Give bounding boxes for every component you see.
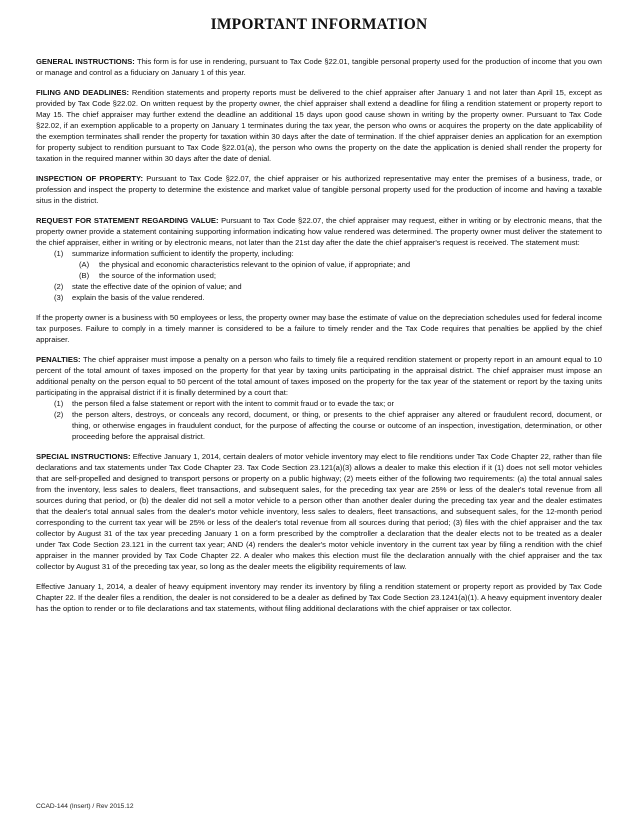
request-item-1	[36, 248, 602, 259]
request-subitem-text: the physical and economic characteristics relevant to the opinion of value, if appropriate; and	[99, 260, 411, 269]
request-subitem-text: the source of the information used;	[99, 271, 216, 280]
penalties-item-text: the person filed a false statement or report with the intent to commit fraud or to evade the tax; or	[72, 399, 395, 408]
request-item-text: state the effective date of the opinion of value; and	[72, 282, 242, 291]
general-instructions-section	[36, 56, 602, 78]
filing-deadlines-label: FILING AND DEADLINES:	[36, 88, 130, 97]
document-page	[36, 0, 602, 614]
request-item-number: (1)	[54, 249, 64, 258]
special-instructions-label: SPECIAL INSTRUCTIONS:	[36, 452, 131, 461]
request-subitem-letter: (B)	[79, 271, 90, 280]
filing-deadlines-section	[36, 87, 602, 164]
page-title: IMPORTANT INFORMATION	[210, 16, 428, 33]
form-revision-footer: CCAD-144 (Insert) / Rev 2015.12	[36, 803, 134, 810]
request-subitem-a	[36, 259, 602, 270]
filing-deadlines-text: Rendition statements and property reports must be delivered to the chief appraiser after January 1 and not later than April 15, except as provided by Tax Code §22.02. On written request by the property owner, the chief appraiser shall extend a deadline for filing a rendition statement or property report to May 15. The chief appraiser may further extend the deadline an additional 15 days upon good cause shown in writing by the property owner. Pursuant to Tax Code §22.02, if an exemption applicable to a property on January 1 terminates during the tax year, the person who owns or acquires the property on the date applicability of the exemption terminates shall render the property for taxation within 30 days after the date of termination. If the chief appraiser denies an application for an exemption for property subject to rendition pursuant to Tax Code §22.01(a), the person who owns the property on the date the application is denied shall render the property for taxation in the required manner within 30 days after the date of denial.	[36, 88, 602, 163]
penalties-item-2	[36, 409, 602, 442]
request-statement-section	[36, 215, 602, 248]
penalties-text: The chief appraiser must impose a penalty on a person who fails to timely file a required rendition statement or property report in an amount equal to 10 percent of the total amount of taxes imposed on the property for that year by taxing units participating in the appraisal district. The chief appraiser must impose an additional penalty on the person equal to 50 percent of the total amount of taxes imposed on the property for the tax year of the statement or report by the taxing units participating in the appraisal district if it is finally determined by a court that:	[36, 355, 602, 397]
penalties-item-number: (2)	[54, 410, 64, 419]
special-instructions-section	[36, 451, 602, 572]
penalties-label: PENALTIES:	[36, 355, 81, 364]
request-statement-text: Pursuant to Tax Code §22.07, the chief appraiser may request, either in writing or by electronic means, that the property owner provide a statement containing supporting information indicating how value rendered was determined. The property owner must deliver the statement to the chief appraiser, either in writing or by electronic means, not later than the 21st day after the date the chief appraiser's request is received. The statement must:	[36, 216, 602, 247]
request-followup-paragraph: If the property owner is a business with 50 employees or less, the property owner may base the estimate of value on the depreciation schedules used for federal income tax purposes. Failure to comply in a timely manner is considered to be a failure to timely render and the Tax Code requires that penalties be applied by the chief appraiser.	[36, 313, 602, 344]
request-item-text: summarize information sufficient to identify the property, including:	[72, 249, 294, 258]
request-subitem-b	[36, 270, 602, 281]
request-item-3	[36, 292, 602, 303]
general-instructions-text: This form is for use in rendering, pursuant to Tax Code §22.01, tangible personal property used for the production of income that you own or manage and control as a fiduciary on January 1 of this year.	[36, 57, 602, 77]
penalties-item-text: the person alters, destroys, or conceals any record, document, or thing, or presents to the chief appraiser any altered or fraudulent record, document, or thing, or otherwise engages in fraudulent conduct, for the purpose of affecting the course or outcome of an inspection, investigation, determination, or other proceeding before the appraisal district.	[72, 410, 602, 441]
special-instructions-text: Effective January 1, 2014, certain dealers of motor vehicle inventory may elect to file renditions under Tax Code Chapter 22, rather than file declarations and tax statements under Tax Code Chapter 23. Tax Code Section 23.121(a)(3) allows a dealer to make this election if it (1) does not sell motor vehicles that are self-propelled and designed to transport persons or property on a public highway; (2) meets either of the following two requirements: (a) the total annual sales from the inventory, less sales to dealers, fleet transactions, and subsequent sales, for the preceding tax year are 25% or less of the dealer's total revenue from all sources during that period, or (b) the dealer did not sell a motor vehicle to a person other than another dealer during the preceding tax year and the dealer estimates that the dealer's total annual sales from the dealer's motor vehicle inventory, less sales to dealers, fleet transactions, and subsequent sales, for the 12-month period corresponding to the current tax year will be 25% or less of the dealer's total revenue from all sources during that period; (3) files with the chief appraiser and the tax collector by August 31 of the tax year preceding January 1 on a form prescribed by the comptroller a declaration that the dealer elects not to be treated as a dealer under Tax Code Section 23.121 in the current tax year; AND (4) renders the dealer's motor vehicle inventory in the current tax year by filing a rendition with the chief appraiser in the manner provided by Tax Code Chapter 22. A dealer who makes this election must file the declaration annually with the chief appraiser and the tax collector by August 31 of the preceding tax year, so long as the dealer meets the eligibility requirements of law.	[36, 452, 602, 571]
general-instructions-label: GENERAL INSTRUCTIONS:	[36, 57, 135, 66]
penalties-item-number: (1)	[54, 399, 64, 408]
inspection-label: INSPECTION OF PROPERTY:	[36, 174, 144, 183]
request-statement-label: REQUEST FOR STATEMENT REGARDING VALUE:	[36, 216, 219, 225]
request-item-number: (3)	[54, 293, 64, 302]
penalties-item-1	[36, 398, 602, 409]
inspection-text: Pursuant to Tax Code §22.07, the chief appraiser or his authorized representative may enter the premises of a business, trade, or profession and inspect the property to determine the existence and market value of tangible personal property used for the production of income and having a taxable situs in the district.	[36, 174, 602, 205]
request-item-number: (2)	[54, 282, 64, 291]
heavy-equipment-paragraph: Effective January 1, 2014, a dealer of heavy equipment inventory may render its inventory by filing a rendition statement or property report as provided by Tax Code Chapter 22. If the dealer files a rendition, the dealer is not considered to be a dealer as defined by Tax Code Section 23.1241(a)(1). A heavy equipment inventory dealer has the option to render or to file declarations and tax statements, without filing additional declarations with the chief appraiser or tax collector.	[36, 582, 602, 613]
penalties-section	[36, 354, 602, 398]
request-item-2	[36, 281, 602, 292]
request-subitem-letter: (A)	[79, 260, 90, 269]
request-item-text: explain the basis of the value rendered.	[72, 293, 205, 302]
inspection-section	[36, 173, 602, 206]
